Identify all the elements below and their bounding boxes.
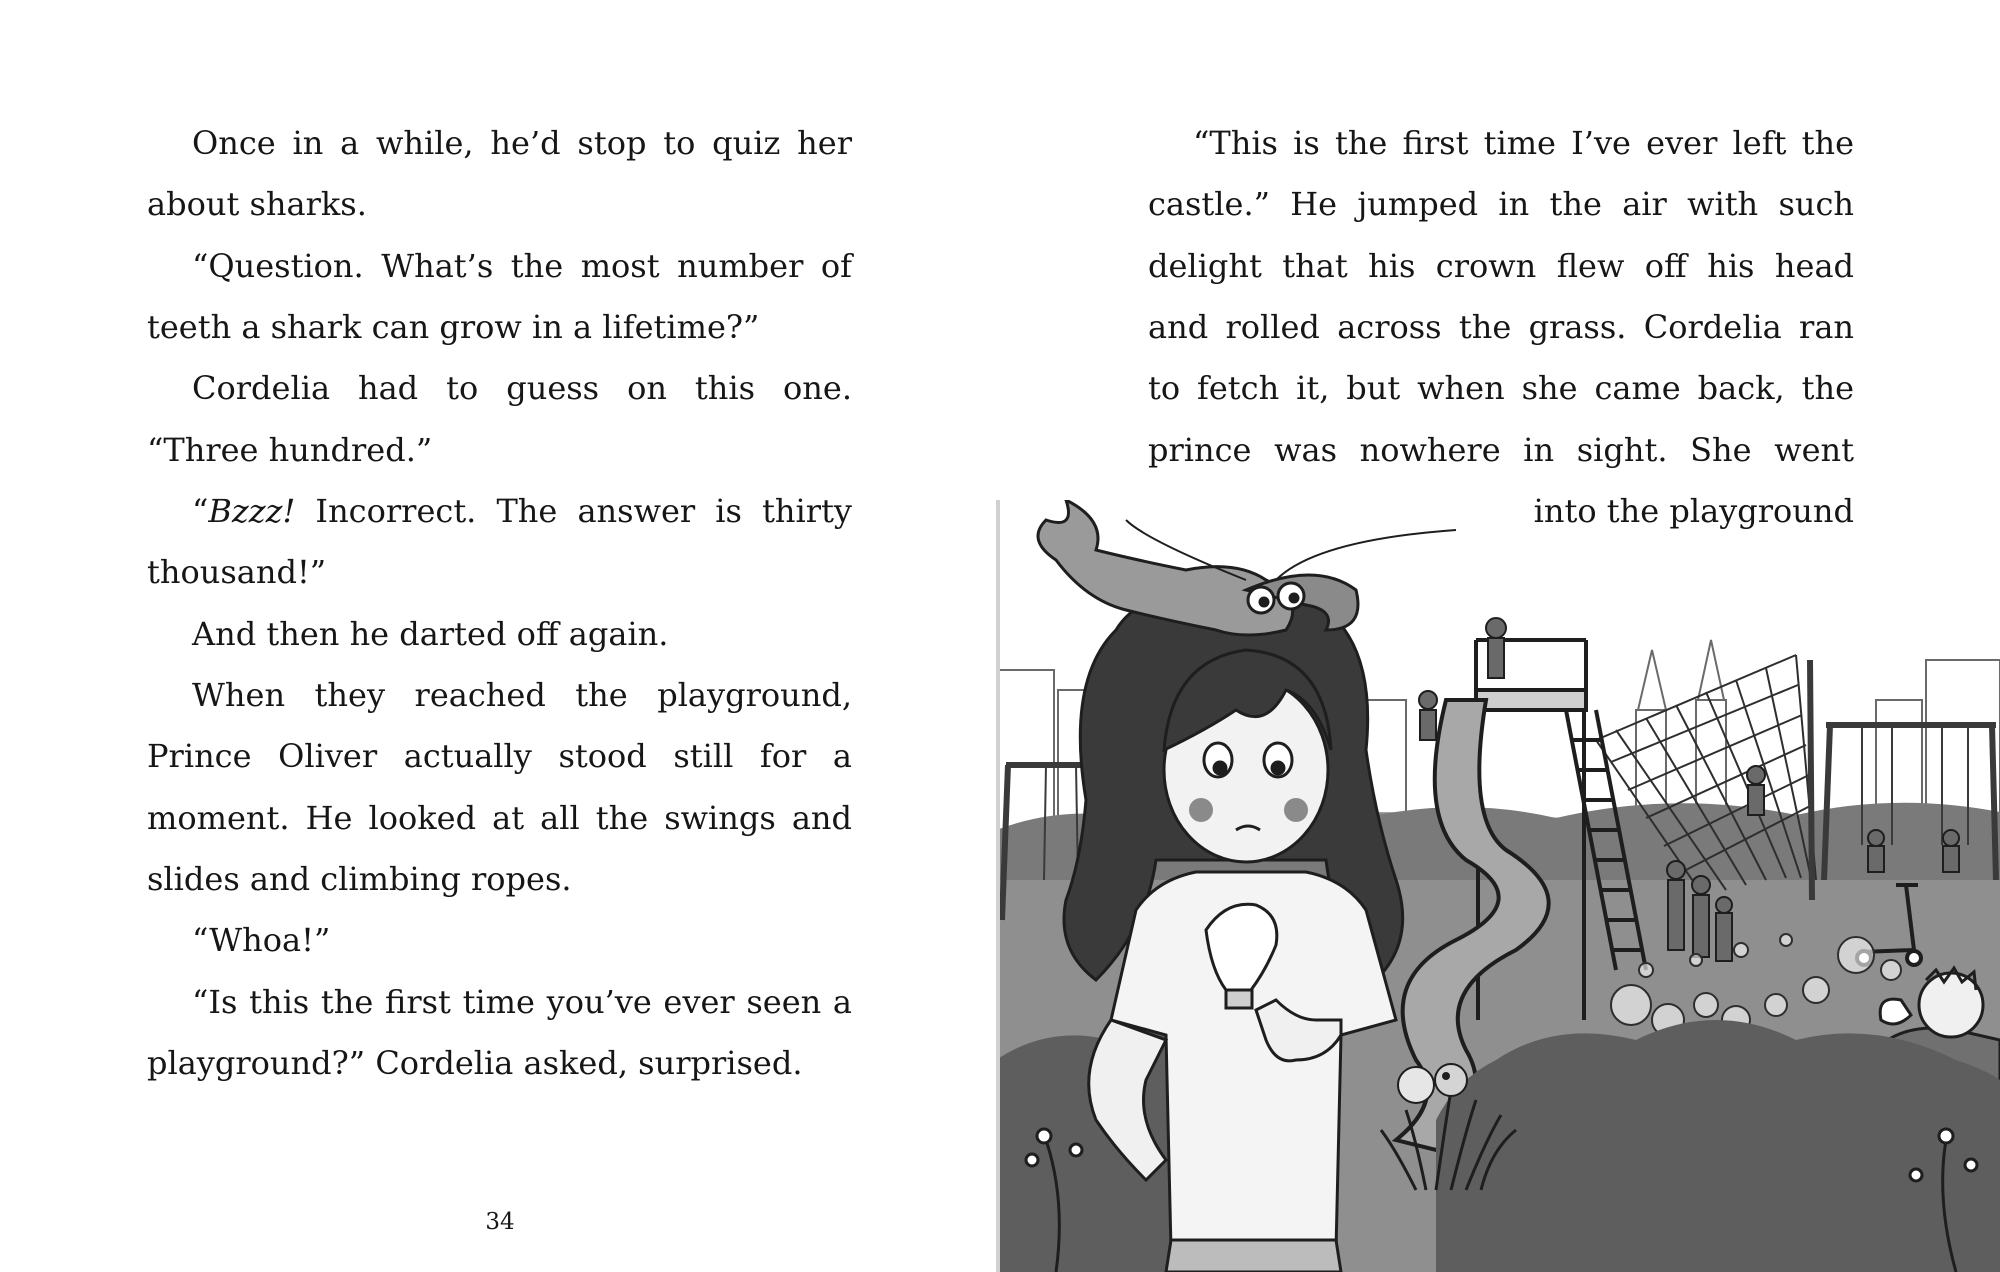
text-line: “Three hundred.”	[147, 431, 433, 469]
text-line: Prince Oliver actually stood still for a	[147, 737, 852, 775]
climbing-pole	[1810, 660, 1812, 900]
text-line: And then he darted off again.	[192, 615, 669, 653]
page-number: 34	[485, 1209, 515, 1235]
text-line: When they reached the playground,	[192, 676, 852, 714]
text-line: into the playground	[1533, 492, 1854, 530]
text-line: prince was nowhere in sight. She went	[1148, 431, 1854, 469]
text-line: about sharks.	[147, 185, 367, 223]
bzzz-interjection: Bzzz!	[208, 492, 296, 530]
text-line: “Is this the first time you’ve ever seen a	[192, 983, 852, 1021]
playground-illustration	[996, 500, 2000, 1272]
gutter-shadow	[996, 500, 1000, 1272]
text-line: moment. He looked at all the swings and	[147, 799, 852, 837]
text-line-remainder: Incorrect. The answer is thirty	[315, 492, 852, 530]
open-quote: “	[192, 492, 209, 530]
cordelia-pants	[1166, 1240, 1341, 1272]
text-line: “Whoa!”	[192, 921, 331, 959]
text-line-bzzz	[192, 491, 852, 531]
text-line: thousand!”	[147, 553, 327, 591]
text-line: playground?” Cordelia asked, surprised.	[147, 1044, 803, 1082]
text-line: and rolled across the grass. Cordelia ran	[1148, 308, 1854, 346]
text-line: teeth a shark can grow in a lifetime?”	[147, 308, 760, 346]
text-line: to fetch it, but when she came back, the	[1148, 369, 1854, 407]
text-line: Cordelia had to guess on this one.	[192, 369, 852, 407]
text-line: slides and climbing ropes.	[147, 860, 572, 898]
text-line: castle.” He jumped in the air with such	[1148, 185, 1854, 223]
text-line: “This is the first time I’ve ever left the	[1193, 124, 1854, 162]
text-line: Once in a while, he’d stop to quiz her	[192, 124, 852, 162]
lobster	[1038, 500, 1456, 635]
text-line: delight that his crown flew off his head	[1148, 247, 1854, 285]
text-line: “Question. What’s the most number of	[192, 247, 852, 285]
